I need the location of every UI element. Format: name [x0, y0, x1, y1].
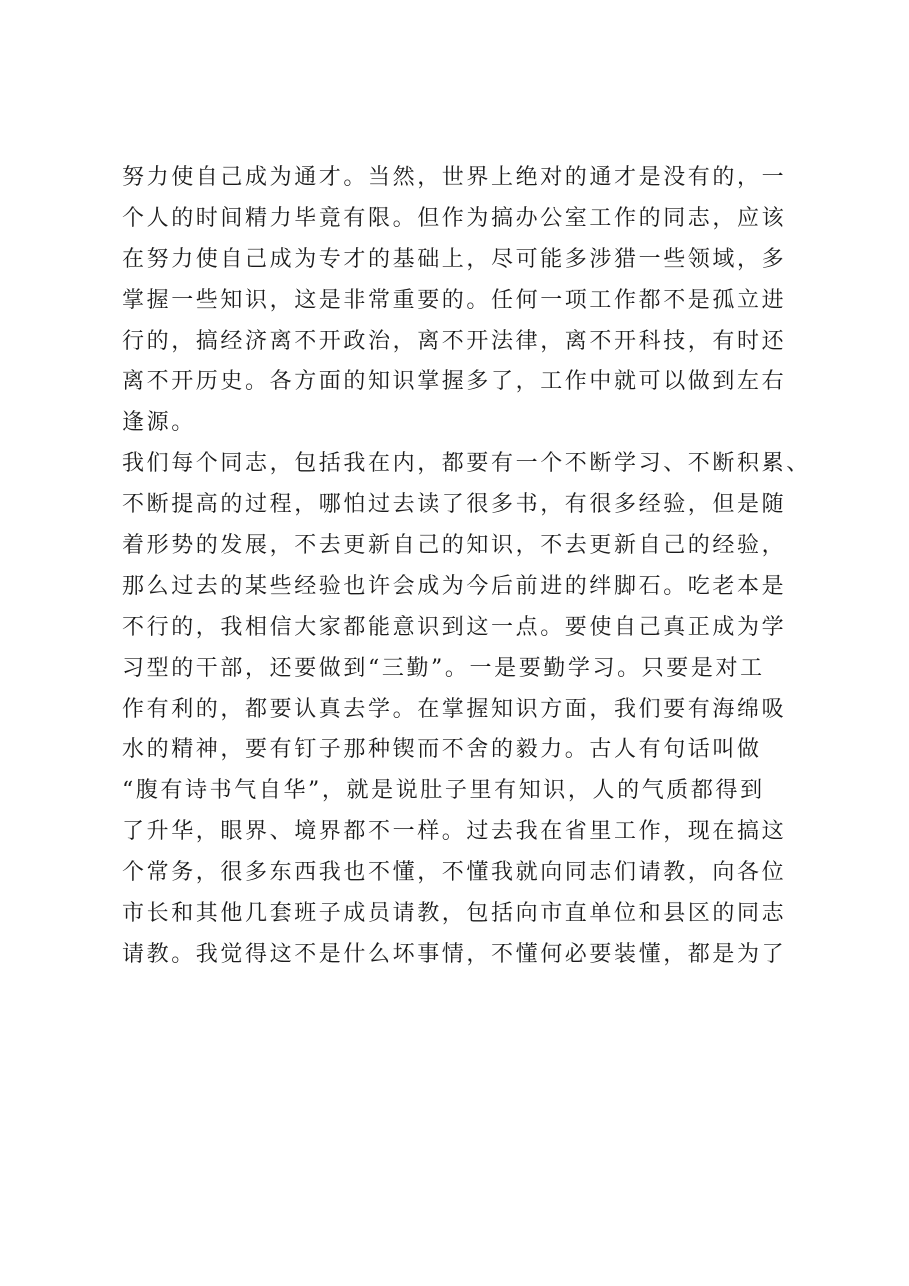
text-line: “腹有诗书气自华”，就是说肚子里有知识，人的气质都得到: [122, 778, 765, 804]
text-line: 那么过去的某些经验也许会成为今后前进的绊脚石。吃老本是: [122, 573, 787, 599]
text-line: 离不开历史。各方面的知识掌握多了，工作中就可以做到左右: [122, 369, 787, 395]
text-line: 习型的干部，还要做到“三勤”。一是要勤学习。只要是对工: [122, 655, 765, 681]
body-text: [122, 158, 811, 976]
text-line: 不行的，我相信大家都能意识到这一点。要使自己真正成为学: [122, 614, 787, 640]
text-line: 水的精神，要有钉子那种锲而不舍的毅力。古人有句话叫做: [122, 737, 762, 763]
text-line: 在努力使自己成为专才的基础上，尽可能多涉猎一些领域，多: [122, 246, 787, 272]
text-line: 逢源。: [122, 410, 196, 436]
text-line: 着形势的发展，不去更新自己的知识，不去更新自己的经验，: [122, 533, 787, 559]
text-line: 不断提高的过程，哪怕过去读了很多书，有很多经验，但是随: [122, 492, 787, 518]
text-line: 我们每个同志，包括我在内，都要有一个不断学习、不断积累、: [122, 451, 811, 477]
text-line: 作有利的，都要认真去学。在掌握知识方面，我们要有海绵吸: [122, 696, 787, 722]
text-line: 行的，搞经济离不开政治，离不开法律，离不开科技，有时还: [122, 328, 787, 354]
text-line: 掌握一些知识，这是非常重要的。任何一项工作都不是孤立进: [122, 287, 787, 313]
text-line: 了升华，眼界、境界都不一样。过去我在省里工作，现在搞这: [122, 819, 787, 845]
text-line: 努力使自己成为通才。当然，世界上绝对的通才是没有的，一: [122, 165, 787, 190]
text-line: 个人的时间精力毕竟有限。但作为搞办公室工作的同志，应该: [122, 205, 787, 231]
text-line: 请教。我觉得这不是什么坏事情，不懂何必要装懂，都是为了: [122, 941, 787, 967]
text-line: 个常务，很多东西我也不懂，不懂我就向同志们请教，向各位: [122, 860, 787, 886]
text-line: 市长和其他几套班子成员请教，包括向市直单位和县区的同志: [122, 901, 787, 927]
